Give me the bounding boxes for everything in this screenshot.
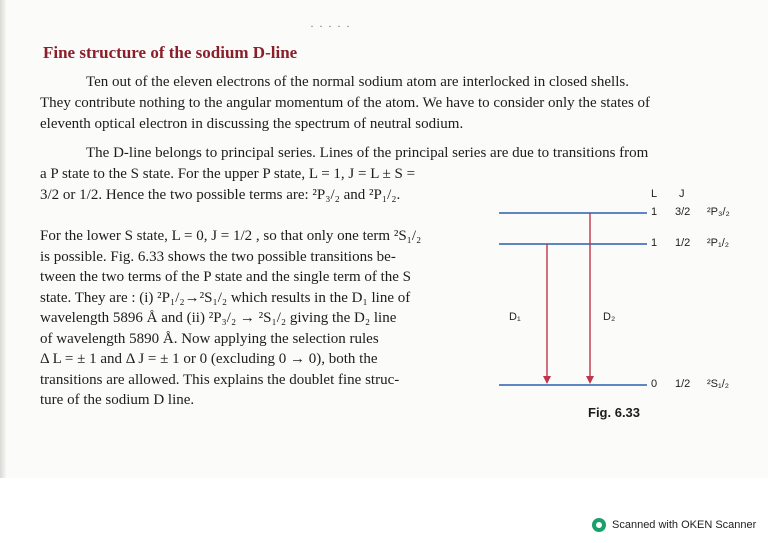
arrowhead-d2 xyxy=(586,376,594,384)
text-line: The D-line belongs to principal series. Lines of the principal series are due to transitions from xyxy=(86,145,649,161)
text-line: ture of the sodium D line. xyxy=(40,392,195,408)
arrowhead-d1 xyxy=(543,376,551,384)
text-line: wavelength 5896 Å and (ii) ²P₃/₂ → ²S₁/₂ giving the D₂ line xyxy=(40,310,397,326)
scanner-text: Scanned with OKEN Scanner xyxy=(612,519,757,531)
text-line: transitions are allowed. This explains the doublet fine struc- xyxy=(40,371,400,388)
level-term: ²P₃/₂ xyxy=(707,206,730,218)
level-term: ²S₁/₂ xyxy=(707,378,730,390)
paragraph-3 xyxy=(40,226,421,411)
level-l-value: 1 xyxy=(651,237,658,249)
text-line: eleventh optical electron in discussing the spectrum of neutral sodium. xyxy=(40,116,464,132)
text-line: is possible. Fig. 6.33 shows the two possible transitions be- xyxy=(40,248,396,265)
column-header-j: J xyxy=(679,188,685,200)
level-j-value: 1/2 xyxy=(675,378,691,390)
column-header-l: L xyxy=(651,188,658,200)
text-line: tween the two terms of the P state and the single term of the S xyxy=(40,269,412,285)
text-line: a P state to the S state. For the upper P state, L = 1, J = L ± S = xyxy=(40,166,416,182)
figure-caption: Fig. 6.33 xyxy=(588,405,641,420)
text-line: For the lower S state, L = 0, J = 1/2 , so that only one term ²S₁/₂ xyxy=(40,228,422,244)
header-fragment: · · · · · xyxy=(310,19,351,33)
text-line: Δ L = ± 1 and Δ J = ± 1 or 0 (excluding 0 → 0), both the xyxy=(40,351,378,367)
energy-level-diagram xyxy=(499,182,768,422)
text-line: 3/2 or 1/2. Hence the two possible terms are: ²P₃/₂ and ²P₁/₂. xyxy=(40,187,401,203)
section-title: Fine structure of the sodium D-line xyxy=(43,43,298,62)
paragraph-1 xyxy=(40,72,740,135)
text-line: of wavelength 5890 Å. Now applying the selection rules xyxy=(40,330,379,347)
text-line: Ten out of the eleven electrons of the normal sodium atom are interlocked in closed shells. xyxy=(86,74,629,90)
scanner-logo-icon xyxy=(592,518,606,532)
level-l-value: 0 xyxy=(651,378,658,390)
transition-label-d2: D₂ xyxy=(603,311,616,323)
level-j-value: 1/2 xyxy=(675,237,691,249)
level-j-value: 3/2 xyxy=(675,206,691,218)
level-term: ²P₁/₂ xyxy=(707,237,730,249)
text-line: state. They are : (i) ²P₁/₂→²S₁/₂ which results in the D₁ line of xyxy=(40,289,411,306)
scanner-watermark xyxy=(592,518,756,532)
transition-label-d1: D₁ xyxy=(509,311,521,323)
level-l-value: 1 xyxy=(651,206,658,218)
text-line: They contribute nothing to the angular momentum of the atom. We have to consider only the states of xyxy=(40,95,651,111)
page-edge-shadow xyxy=(0,0,6,478)
